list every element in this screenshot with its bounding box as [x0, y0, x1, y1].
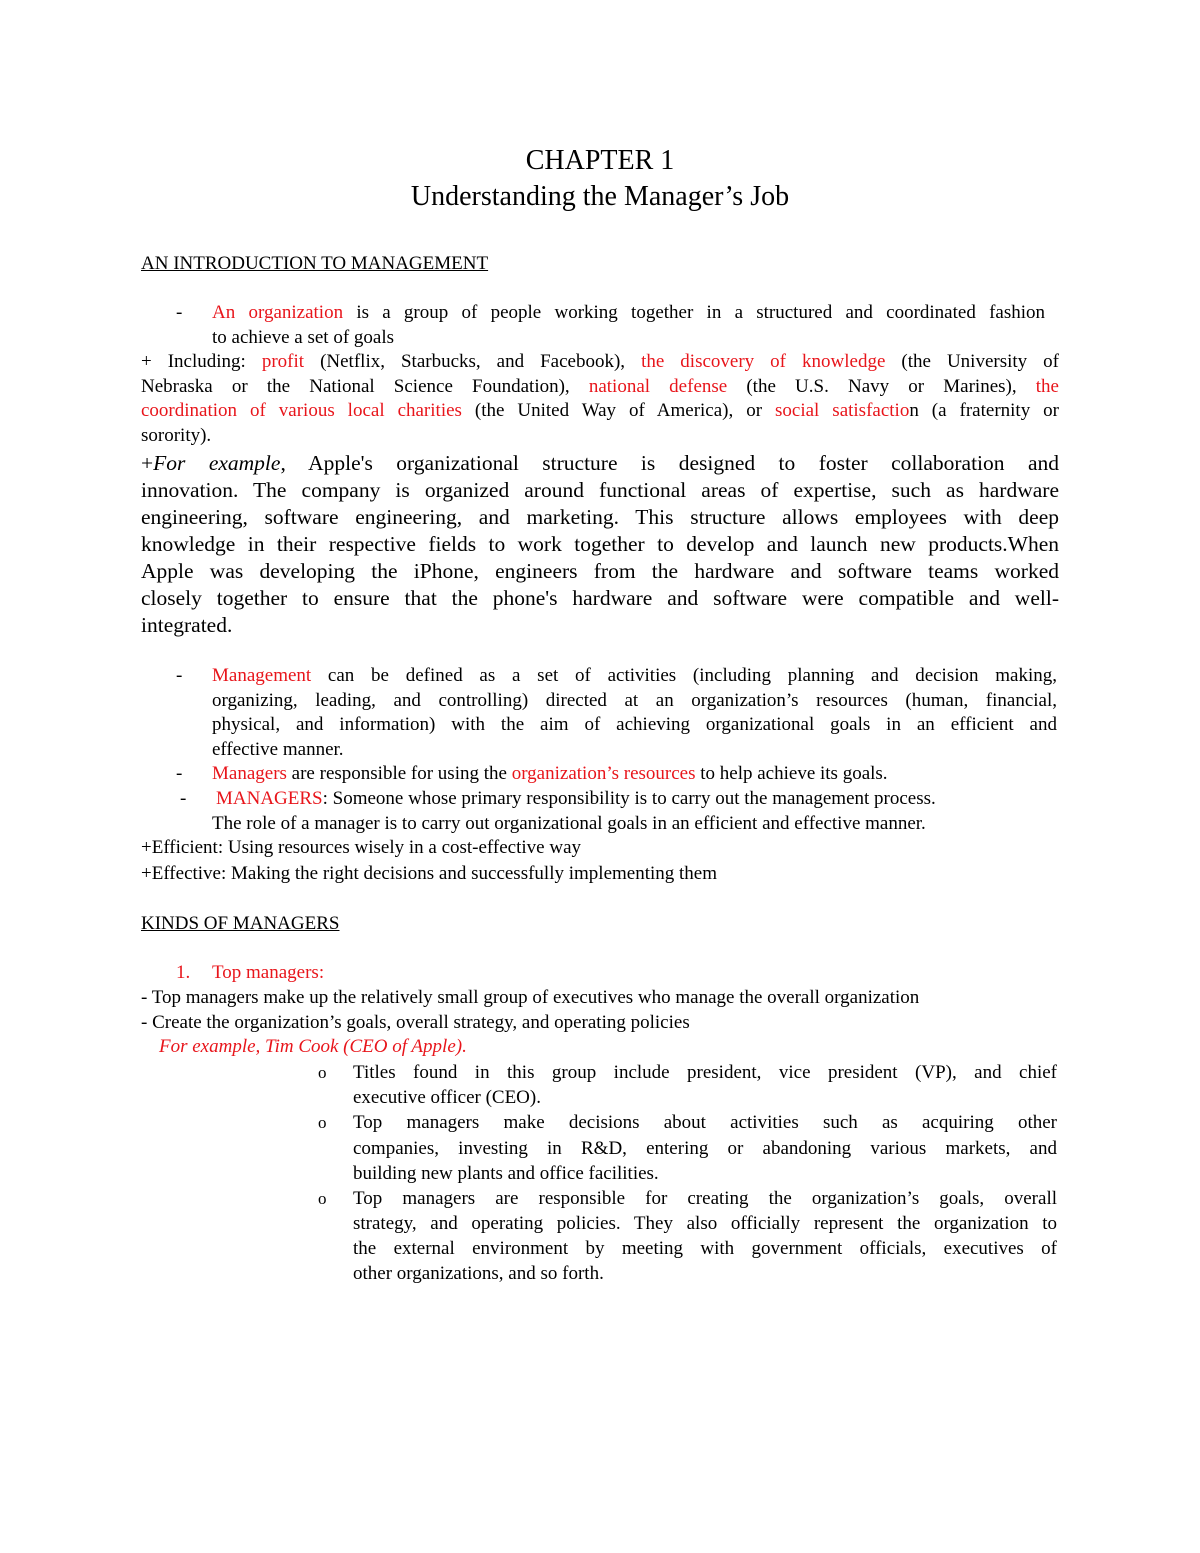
- example-line-3: engineering, software engineering, and marketing. This structure allows employees with deep: [141, 505, 1059, 529]
- top-managers-point-1: - Top managers make up the relatively small group of executives who manage the overall organization: [141, 987, 920, 1008]
- term-coordination-of-charities: coordination of various local charities: [141, 400, 462, 421]
- circle-bullet-icon: o: [318, 1063, 327, 1082]
- including-text: (the University of: [885, 351, 1060, 372]
- dash-bullet: -: [180, 788, 187, 809]
- including-line-3: [141, 399, 1059, 423]
- list-number-1: 1.: [176, 962, 191, 983]
- bullet-1-line-1: Titles found in this group include president, vice president (VP), and chief: [353, 1062, 1057, 1083]
- organization-text: is a group of people working together in a structured and coordinated fashion: [343, 302, 1046, 323]
- including-line-2: [141, 375, 1059, 399]
- dash-bullet: -: [176, 665, 183, 686]
- chapter-number: CHAPTER 1: [525, 145, 675, 176]
- organization-definition-line2: to achieve a set of goals: [212, 327, 395, 348]
- managers-responsibility: [212, 762, 888, 786]
- term-profit: profit: [261, 351, 305, 372]
- managers-text: to help achieve its goals.: [695, 763, 888, 784]
- example-line-4: knowledge in their respective fields to work together to develop and launch new products.When: [141, 532, 1059, 556]
- circle-bullet-icon: o: [318, 1189, 327, 1208]
- bullet-3-line-4: other organizations, and so forth.: [353, 1263, 604, 1284]
- example-line-7: integrated.: [141, 613, 233, 637]
- term-managers-caps: MANAGERS: [216, 788, 323, 809]
- top-managers-example: For example, Tim Cook (CEO of Apple).: [159, 1036, 467, 1057]
- bullet-3-line-3: the external environment by meeting with government officials, executives of: [353, 1238, 1057, 1259]
- example-line-6: closely together to ensure that the phone's hardware and software were compatible and well-: [141, 586, 1059, 610]
- effective-definition: +Effective: Making the right decisions and successfully implementing them: [141, 863, 718, 884]
- dash-bullet: -: [176, 302, 183, 323]
- bullet-2-line-1: Top managers make decisions about activities such as acquiring other: [353, 1112, 1057, 1133]
- term-management: Management: [212, 665, 312, 686]
- efficient-definition: +Efficient: Using resources wisely in a cost-effective way: [141, 837, 582, 858]
- example-line-1: [141, 450, 1059, 477]
- including-text: n (a fraternity or: [909, 400, 1059, 421]
- including-text: (the U.S. Navy or Marines),: [727, 376, 1036, 397]
- term-discovery-of-knowledge: the discovery of knowledge: [641, 351, 886, 372]
- term-social-satisfaction: social satisfactio: [775, 400, 910, 421]
- management-line-4: effective manner.: [212, 739, 344, 760]
- term-organizations-resources: organization’s resources: [511, 763, 696, 784]
- example-text: , Apple's organizational structure is designed to foster collaboration and: [280, 451, 1059, 475]
- term-national-defense: national defense: [588, 376, 728, 397]
- term-organization: An organization: [212, 302, 344, 323]
- bullet-3-line-2: strategy, and operating policies. They also officially represent the organization to: [353, 1213, 1057, 1234]
- managers-text: are responsible for using the: [286, 763, 512, 784]
- top-managers-label: Top managers:: [212, 962, 325, 983]
- bullet-2-line-2: companies, investing in R&D, entering or abandoning various markets, and: [353, 1138, 1057, 1159]
- example-italic: For example: [153, 451, 281, 475]
- management-line-1: [212, 664, 1057, 688]
- organization-definition: [212, 301, 1045, 325]
- including-text: Nebraska or the National Science Foundation),: [141, 376, 589, 397]
- term-the: the: [1035, 376, 1059, 397]
- including-label: + Including:: [141, 351, 262, 372]
- including-line-1: [141, 350, 1059, 374]
- dash-bullet: -: [176, 763, 183, 784]
- management-line-3: physical, and information) with the aim of achieving organizational goals in an efficient and: [212, 714, 1057, 735]
- term-managers: Managers: [212, 763, 287, 784]
- example-prefix: +: [141, 451, 154, 475]
- managers-definition-text: : Someone whose primary responsibility is to carry out the management process.: [322, 788, 936, 809]
- chapter-title: Understanding the Manager’s Job: [410, 181, 790, 212]
- management-line-2: organizing, leading, and controlling) directed at an organization’s resources (human, financial,: [212, 690, 1057, 711]
- management-text: can be defined as a set of activities (including planning and decision making,: [311, 665, 1057, 686]
- including-text: (the United Way of America), or: [461, 400, 776, 421]
- bullet-2-line-3: building new plants and office facilities.: [353, 1163, 659, 1184]
- managers-definition: [216, 787, 936, 811]
- example-line-2: innovation. The company is organized around functional areas of expertise, such as hardware: [141, 478, 1059, 502]
- managers-role: The role of a manager is to carry out organizational goals in an efficient and effective manner.: [212, 813, 926, 834]
- top-managers-point-2: - Create the organization’s goals, overall strategy, and operating policies: [141, 1012, 690, 1033]
- circle-bullet-icon: o: [318, 1113, 327, 1132]
- bullet-3-line-1: Top managers are responsible for creating the organization’s goals, overall: [353, 1188, 1057, 1209]
- including-text: (Netflix, Starbucks, and Facebook),: [304, 351, 642, 372]
- section-heading-introduction: AN INTRODUCTION TO MANAGEMENT: [141, 253, 489, 274]
- section-heading-kinds-of-managers: KINDS OF MANAGERS: [141, 913, 340, 934]
- bullet-1-line-2: executive officer (CEO).: [353, 1087, 541, 1108]
- including-line-4: sorority).: [141, 425, 212, 446]
- example-line-5: Apple was developing the iPhone, engineers from the hardware and software teams worked: [141, 559, 1059, 583]
